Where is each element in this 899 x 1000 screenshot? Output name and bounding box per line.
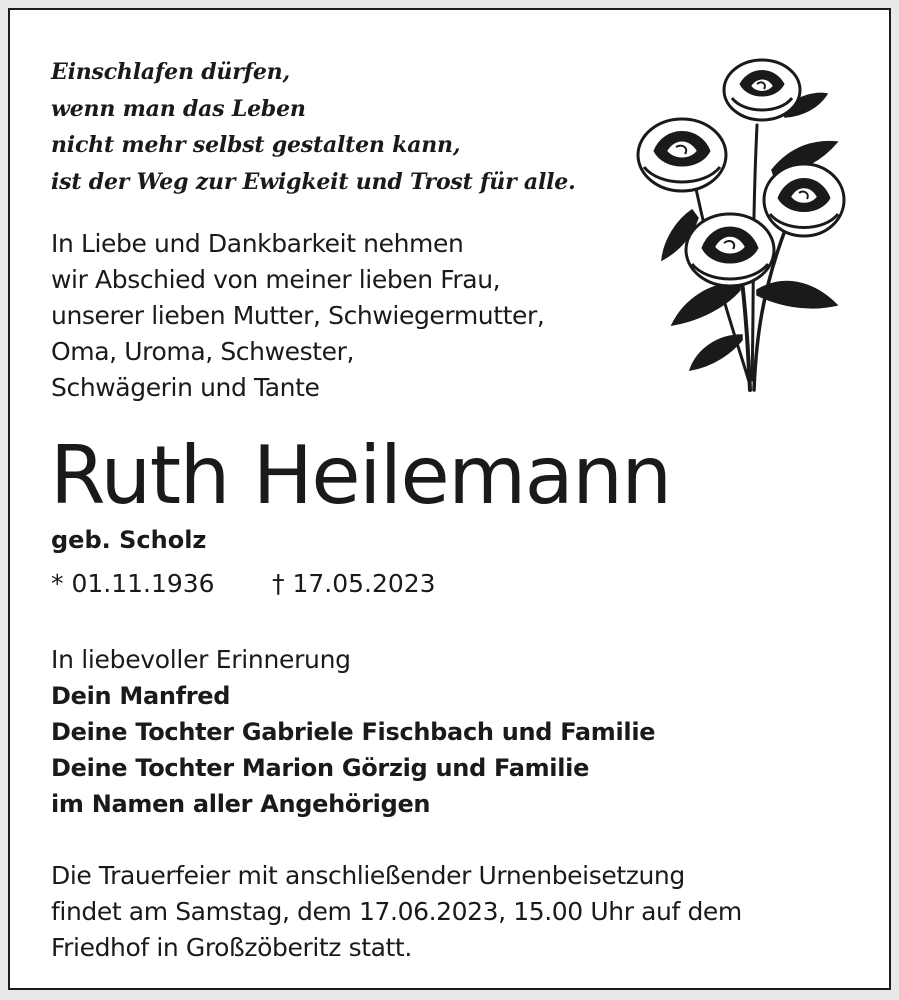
- intro-line-1: In Liebe und Dankbarkeit nehmen: [51, 229, 464, 258]
- deceased-name: Ruth Heilemann: [50, 429, 671, 522]
- intro-text: [51, 226, 544, 406]
- obituary-card: [8, 8, 891, 990]
- poem-line-3: nicht mehr selbst gestalten kann,: [51, 132, 461, 158]
- closing-lead: In liebevoller Erinnerung: [51, 645, 351, 674]
- notice-line-1: Die Trauerfeier mit anschließender Urnenbeisetzung: [51, 861, 685, 890]
- intro-line-4: Oma, Uroma, Schwester,: [51, 337, 355, 366]
- poem: [51, 54, 576, 200]
- roses-illustration-icon: [622, 50, 852, 395]
- mourner-line-4: im Namen aller Angehörigen: [51, 790, 431, 818]
- death-date: † 17.05.2023: [272, 569, 436, 598]
- funeral-notice: [51, 858, 742, 966]
- notice-line-2: findet am Samstag, dem 17.06.2023, 15.00 Uhr auf dem: [51, 897, 742, 926]
- poem-line-1: Einschlafen dürfen,: [51, 59, 290, 85]
- poem-line-4: ist der Weg zur Ewigkeit und Trost für alle.: [51, 168, 576, 195]
- intro-line-2: wir Abschied von meiner lieben Frau,: [51, 265, 501, 294]
- mourner-line-2: Deine Tochter Gabriele Fischbach und Familie: [51, 718, 656, 746]
- life-dates: [51, 566, 436, 602]
- intro-line-5: Schwägerin und Tante: [51, 373, 320, 402]
- mourners-block: [51, 642, 655, 822]
- mourner-line-3: Deine Tochter Marion Görzig und Familie: [51, 754, 590, 782]
- birth-name: geb. Scholz: [51, 526, 207, 554]
- birth-date: * 01.11.1936: [51, 569, 215, 598]
- mourner-line-1: Dein Manfred: [51, 682, 231, 710]
- poem-line-2: wenn man das Leben: [51, 95, 306, 122]
- notice-line-3: Friedhof in Großzöberitz statt.: [51, 933, 412, 962]
- intro-line-3: unserer lieben Mutter, Schwiegermutter,: [51, 301, 545, 330]
